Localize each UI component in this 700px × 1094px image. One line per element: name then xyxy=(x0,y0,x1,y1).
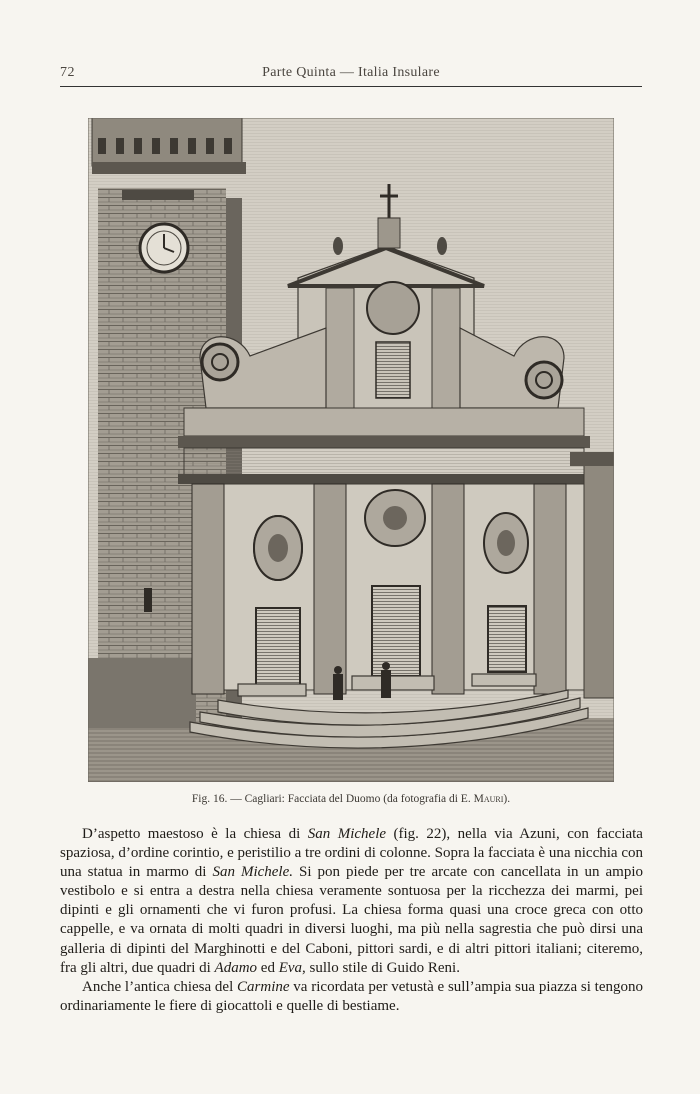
caption-end: ). xyxy=(503,793,511,805)
right-door xyxy=(488,606,526,672)
paragraph-san-michele xyxy=(60,825,643,978)
cathedral-illustration xyxy=(88,118,614,782)
running-head: Parte Quinta — Italia Insulare xyxy=(262,65,440,80)
italic-carmine: Carmine xyxy=(237,978,290,995)
text-run: ed xyxy=(257,959,279,976)
page-number: 72 xyxy=(60,65,75,80)
text-run: , sullo stile di Guido Reni. xyxy=(302,959,460,976)
paragraph-carmine xyxy=(60,978,643,1016)
italic-adamo: Adamo xyxy=(214,959,258,976)
left-door xyxy=(256,608,300,688)
caption-text: Fig. 16. — Cagliari: Facciata del Duomo (da fotografia di E. xyxy=(191,793,474,805)
central-door xyxy=(372,586,420,676)
text-run: Anche l’antica chiesa del xyxy=(82,978,238,995)
text-run: D’aspetto maestoso è la chiesa di xyxy=(82,826,308,842)
figure-caption xyxy=(60,792,642,807)
text-run: Si pon piede per tre arcate con cancellata in un ampio vestibolo e si entra a destra nella chiesa veramente sontuosa per la ricchezza dei marmi, pei dipinti e gli ornamenti che vi furon profusi. La chiesa forma quasi una croce greca con otto cappelle, e va ornata di molti quadri in diversi luoghi, ma più nella sagrestia che può dirsi una galleria di dipinti del Marghinotti e del Caboni, pittori sardi, e di altri pittori italiani; citeremo, fra gli altri, due quadri di xyxy=(60,864,644,976)
text-run: va ricordata per vetustà e sull’ampia sua piazza si tengono ordinariamente le fiere di giocattoli e quelle di bestiame. xyxy=(60,978,643,1014)
italic-san-michele: San Michele xyxy=(307,826,387,842)
engraving-cagliari-cathedral xyxy=(88,118,614,782)
body-text xyxy=(60,825,643,1016)
italic-eva: Eva xyxy=(278,959,303,976)
italic-san-michele-2: San Michele. xyxy=(212,864,294,881)
page-header xyxy=(60,64,642,87)
caption-photographer: Mauri xyxy=(473,793,504,805)
text-run: (fig. 22), nella via Azuni, con facciata spaziosa, d’ordine corintio, e peristilio a tre ordini di colonne. Sopra la facciata è una nicchia con una statua in marmo di xyxy=(60,826,643,881)
